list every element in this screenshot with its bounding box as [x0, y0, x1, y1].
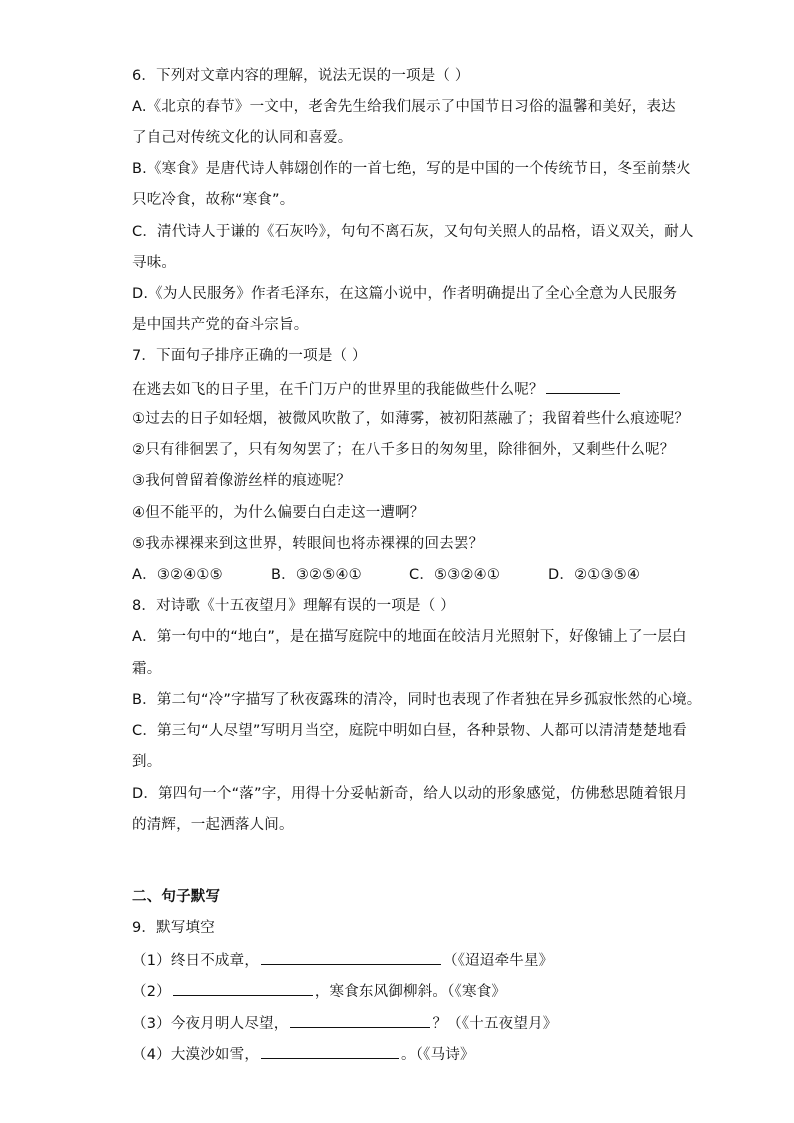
q9-item-2: [132, 981, 672, 1001]
q6-option-a-line2: 了自己对传统文化的认同和喜爱。: [132, 130, 353, 146]
q9-item-3-suffix: ？（《十五夜望月》: [432, 1016, 558, 1032]
q7-sentence-3: ③我何曾留着像游丝样的痕迹呢？: [132, 473, 351, 489]
q8-option-a-line1: A．第一句中的“地白”，是在描写庭院中的地面在皎洁月光照射下，好像铺上了一层白: [132, 629, 687, 645]
q8-option-a-line2: 霜。: [132, 661, 162, 677]
q7-intro-line: [132, 379, 672, 399]
q9-item-3-blank[interactable]: [290, 1013, 430, 1028]
q6-option-d-line2: 是中国共产党的奋斗宗旨。: [132, 317, 309, 333]
q7-intro: 在逃去如飞的日子里，在千门万户的世界里的我能做些什么呢？: [132, 382, 544, 398]
q6-option-d-line1: D.《为人民服务》作者毛泽东，在这篇小说中，作者明确提出了全心全意为人民服务: [132, 286, 678, 302]
q8-option-d-line1: D．第四句一个“落”字，用得十分妥帖新奇，给人以动的形象感觉，仿佛愁思随着银月: [132, 786, 688, 802]
q6-option-c-line1: C．清代诗人于谦的《石灰吟》，句句不离石灰，又句句关照人的品格，语义双关，耐人: [132, 224, 694, 240]
q7-option-d[interactable]: D．②①③⑤④: [548, 567, 641, 583]
q9-item-2-prefix: （2）: [132, 984, 171, 1000]
q9-item-1-prefix: （1）终日不成章，: [132, 953, 260, 969]
q6-option-c-line2: 寻味。: [132, 255, 177, 271]
q7-sentence-2: ②只有徘徊罢了，只有匆匆罢了；在八千多日的匆匆里，除徘徊外，又剩些什么呢？: [132, 442, 675, 458]
q7-answer-blank[interactable]: [546, 379, 620, 394]
q7-option-c[interactable]: C．⑤③②④①: [409, 567, 501, 583]
q7-options: [132, 566, 672, 584]
q6-stem: 6．下列对文章内容的理解，说法无误的一项是（ ）: [132, 68, 470, 84]
q9-item-3-prefix: （3）今夜月明人尽望，: [132, 1016, 289, 1032]
q9-item-4-blank[interactable]: [261, 1044, 399, 1059]
q9-item-4: [132, 1044, 672, 1064]
q7-sentence-4: ④但不能平的，为什么偏要白白走这一遭啊？: [132, 505, 425, 521]
q7-sentence-1: ①过去的日子如轻烟，被微风吹散了，如薄雾，被初阳蒸融了；我留着些什么痕迹呢？: [132, 411, 690, 427]
q9-item-3: [132, 1013, 672, 1033]
q8-option-b-line1: B．第二句“冷”字描写了秋夜露珠的清冷，同时也表现了作者独在异乡孤寂怅然的心境。: [132, 692, 702, 708]
q7-option-b[interactable]: B．③②⑤④①: [271, 567, 362, 583]
q6-option-b-line1: B.《寒食》是唐代诗人韩翃创作的一首七绝，写的是中国的一个传统节日，冬至前禁火: [132, 161, 691, 177]
q7-stem: 7．下面句子排序正确的一项是（ ）: [132, 348, 367, 364]
q9-stem: 9．默写填空: [132, 920, 215, 936]
q8-option-d-line2: 的清辉，一起洒落人间。: [132, 817, 294, 833]
q8-option-c-line2: 到。: [132, 754, 162, 770]
q9-item-1-blank[interactable]: [261, 950, 441, 965]
q8-option-c-line1: C．第三句“人尽望”写明月当空，庭院中明如白昼，各种景物、人都可以清清楚楚地看: [132, 723, 687, 739]
q6-option-b-line2: 只吃冷食，故称“寒食”。: [132, 192, 295, 208]
q9-item-1-suffix: （《迢迢牵牛星》: [443, 953, 554, 969]
q9-item-1: [132, 950, 672, 970]
q8-stem: 8．对诗歌《十五夜望月》理解有误的一项是（ ）: [132, 598, 455, 614]
q9-item-4-suffix: 。（《马诗》: [401, 1047, 475, 1063]
q9-item-4-prefix: （4）大漠沙如雪，: [132, 1047, 260, 1063]
q6-option-a-line1: A.《北京的春节》一文中，老舍先生给我们展示了中国节日习俗的温馨和美好，表达: [132, 99, 676, 115]
q9-item-2-blank[interactable]: [173, 981, 313, 996]
q7-sentence-5: ⑤我赤裸裸来到这世界，转眼间也将赤裸裸的回去罢？: [132, 536, 484, 552]
q7-option-a[interactable]: A．③②④①⑤: [132, 567, 223, 583]
section-title: 二、句子默写: [132, 889, 221, 905]
q9-item-2-suffix: ，寒食东风御柳斜。（《寒食》: [314, 984, 507, 1000]
